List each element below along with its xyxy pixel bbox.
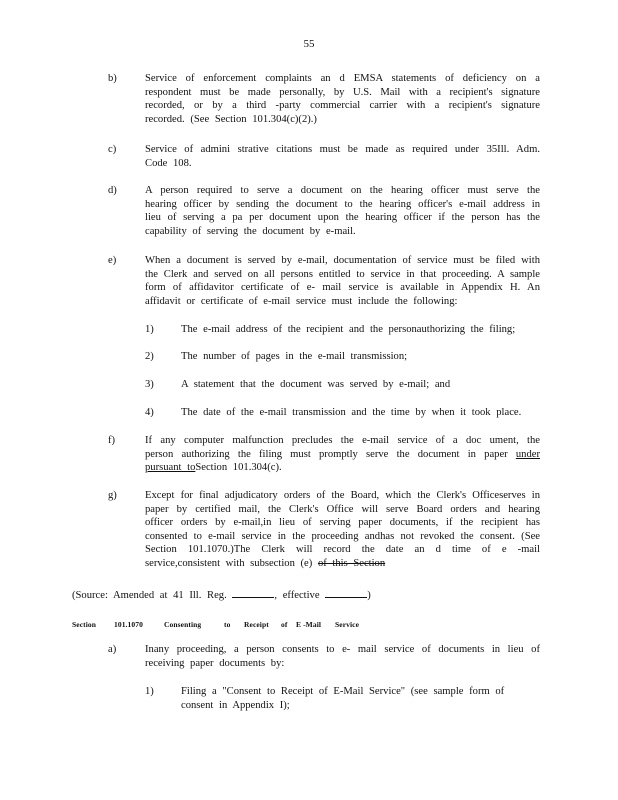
item-label: b) xyxy=(108,73,117,84)
item-text: Inany proceeding, a person consents to e- mail service of documents in lieu of receiving paper documents by: xyxy=(145,644,540,669)
section-title-word: to xyxy=(224,620,231,629)
sub-item-label: 2) xyxy=(145,351,154,362)
item-text xyxy=(145,489,540,571)
section-title-word: E -Mail xyxy=(296,620,322,629)
item-text: Service of admini strative citations must be made as required under 35Ill. Adm. Code 108. xyxy=(145,144,540,169)
item-text: Service of enforcement complaints an d EMSA statements of deficiency on a respondent must be made personally, by U.S. Mail with a recipient's signature recorded, or by a third -party commercial carrier with a recipient's signature recorded. (See Section 101.304(c)(2).) xyxy=(145,73,540,125)
item-label: a) xyxy=(108,644,117,655)
section-number: 101.1070 xyxy=(114,620,143,629)
section-word: Section xyxy=(72,620,97,629)
sub-item-label: 4) xyxy=(145,407,154,418)
sub-item-label: 3) xyxy=(145,379,154,390)
section-title-word: Consenting xyxy=(164,620,202,629)
blank-line xyxy=(232,588,274,598)
item-label: c) xyxy=(108,144,117,155)
sub-item-text: Filing a "Consent to Receipt of E-Mail Service" (see sample form of consent in Appendix I); xyxy=(181,686,505,711)
sub-item-text: The e-mail address of the recipient and the personauthorizing the filing; xyxy=(181,324,516,335)
blank-line xyxy=(325,588,367,598)
source-suffix: ) xyxy=(367,590,371,601)
sub-item-text: A statement that the document was served by e-mail; and xyxy=(181,379,451,390)
item-text: A person required to serve a document on the hearing officer must serve the hearing officer by sending the document to the hearing officer's e-mail address in lieu of serving a pa per document upon the hearing officer if the person has the capability of serving the document by e-mail. xyxy=(145,185,540,237)
item-text-main: If any computer malfunction precludes the e-mail service of a doc ument, the person authorizing the filing must promptly serve the document in paper xyxy=(145,435,540,460)
page-number: 55 xyxy=(303,38,315,50)
item-text-main: Except for final adjudicatory orders of the Board, which the Clerk's Officeserves in paper by certified mail, the Clerk's Office will serve Board orders and hearing officer orders by e-mail,in lieu of serving paper documents, if the recipient has consented to e-mail service in the proceeding andhas not revoked the consent. (See Section 101.1070.)The Clerk will record the date an d time of e -mail service,consistent with subsection (e) xyxy=(145,490,540,569)
item-label: f) xyxy=(108,435,116,446)
item-text: When a document is served by e-mail, documentation of service must be filed with the Clerk and served on all persons entitled to service in that proceeding. A sample form of affidavitor certificate of e- mail service is available in Appendix H. An affidavit or certificate of e-mail service must include the following: xyxy=(145,255,540,307)
item-label: d) xyxy=(108,185,117,196)
inserted-text: under pursuant to xyxy=(145,448,540,474)
source-note xyxy=(72,588,532,603)
item-label: g) xyxy=(108,490,117,501)
source-prefix: (Source: Amended at 41 Ill. Reg. xyxy=(72,590,227,601)
struck-text: of this Section xyxy=(317,557,386,569)
item-label: e) xyxy=(108,255,117,266)
sub-item-label: 1) xyxy=(145,324,154,335)
section-title-word: Receipt xyxy=(244,620,269,629)
item-text-tail: Section 101.304(c). xyxy=(195,462,282,474)
item-text xyxy=(145,434,540,475)
section-title-word: Service xyxy=(335,620,360,629)
sub-item-text: The number of pages in the e-mail transmission; xyxy=(181,351,408,362)
section-title-word: of xyxy=(281,620,288,629)
sub-item-text: The date of the e-mail transmission and the time by when it took place. xyxy=(181,407,522,418)
source-middle: , effective xyxy=(274,590,320,601)
sub-item-label: 1) xyxy=(145,686,154,697)
